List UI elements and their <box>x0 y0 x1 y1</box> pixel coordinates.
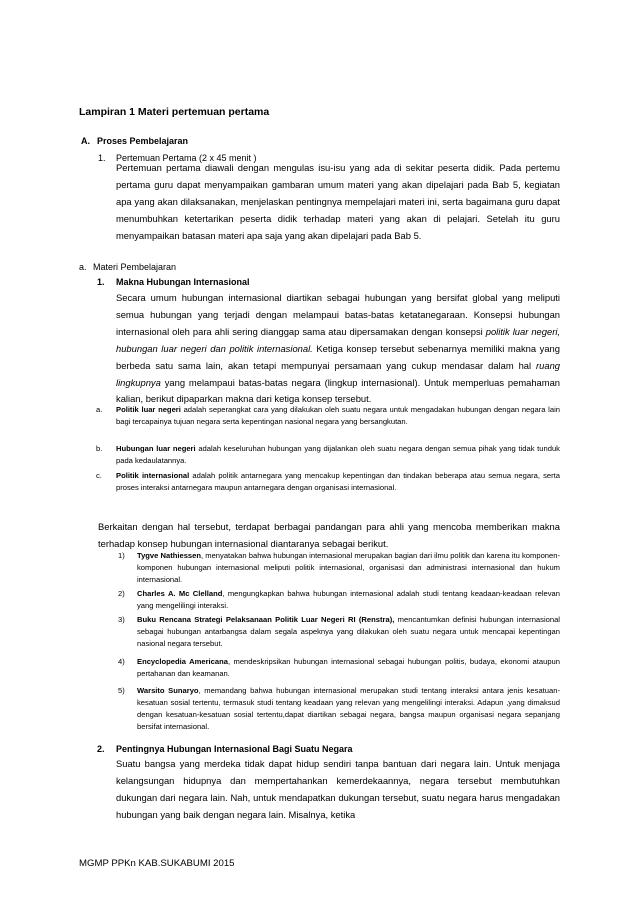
expert-2 <box>137 588 560 612</box>
page-title: Lampiran 1 Materi pertemuan pertama <box>79 106 270 118</box>
def-b-term: Hubungan luar negeri <box>116 444 196 453</box>
def-a <box>116 404 560 428</box>
expert-5 <box>137 685 560 733</box>
def-a-term: Politik luar negeri <box>116 405 181 414</box>
expert-2-name: Charles A. Mc Clelland <box>137 589 223 598</box>
item1-p1-italic: politik luar negeri, hubungan luar negeri dan politik internasional. <box>116 325 561 354</box>
expert-4-marker: 4) <box>118 657 125 666</box>
expert-3-marker: 3) <box>118 615 125 624</box>
expert-5-text: , memandang bahwa hubungan internasional merupakan studi tentang interaksi antara jenis kesatuan-kesatuan sosial tertentu, termasuk studi tentang keadaan yang relevan yang mengelilingi interaksi. Adapun ,yang dimaksud dengan kesatuan-kesatuan sosial tertentu,dapat diartikan sebagai negara, bangsa maupun organisasi negara sepanjang bersifat internasional. <box>137 686 560 731</box>
def-b <box>116 443 560 467</box>
expert-1 <box>137 550 560 586</box>
expert-5-name: Warsito Sunaryo <box>137 686 199 695</box>
meeting-paragraph: Pertemuan pertama diawali dengan mengulas isu-isu yang ada di sekitar peserta didik. Pada pertemu pertama guru dapat menyampaikan gambaran umum materi yang akan dipelajari pada Bab 5, kegiatan apa yang akan dilaksanakan, menjelaskan pentingnya mempelajari materi ini, serta bagaimana guru dapat menumbuhkan ketertarikan peserta didik terhadap materi yang akan di pelajari. Setelah itu guru menyampaikan batasan materi apa saja yang akan dipelajari pada Bab 5. <box>116 162 560 241</box>
def-c <box>116 470 560 494</box>
item1-heading: Makna Hubungan Internasional <box>116 277 250 287</box>
page-footer: MGMP PPKn KAB.SUKABUMI 2015 <box>79 858 235 869</box>
def-b-marker: b. <box>96 444 103 453</box>
expert-4 <box>137 656 560 680</box>
item2-marker: 2. <box>97 744 105 754</box>
item1-paragraph2: Berkaitan dengan hal tersebut, terdapat berbagai pandangan para ahli yang mencoba memberikan makna terhadap konsep hubungan internasional diantaranya sebagai berikut. <box>98 521 560 549</box>
expert-1-name: Tygve Nathiessen <box>137 551 202 560</box>
item1-p1: Secara umum hubungan internasional diartikan sebagai hubungan yang bersifat global yang meliputi semua hubungan yang terjadi dengan melampaui batas-batas ketatanegaraan. Konsepsi hubungan internasional oleh para ahli sering dianggap sama atau dipersamakan dengan konsepsi <box>116 292 560 337</box>
def-c-term: Politik internasional <box>116 471 190 480</box>
expert-4-text: , mendeskripsikan hubungan internasional sebagai hubungan politis, budaya, ekonomi ataupun pertahanan dan keamanan. <box>137 657 560 678</box>
def-c-text: adalah politik antarnegara yang mencakup kepentingan dan tindakan beberapa atau semua negara, serta proses interaksi antarnegara maupun antarnegara dengan organisasi internasional. <box>116 471 560 492</box>
item1-paragraph <box>116 290 560 408</box>
section-a-marker: A. <box>81 136 90 146</box>
expert-5-marker: 5) <box>118 686 125 695</box>
def-c-marker: c. <box>96 471 102 480</box>
item1-p1c: yang melampaui batas-batas negara (lingkup internasional). Untuk memperluas pemahaman kalian, berikut dipaparkan makna dari ketiga konsep tersebut. <box>116 376 561 405</box>
section-a-heading: Proses Pembelajaran <box>97 136 189 146</box>
expert-1-marker: 1) <box>118 551 125 560</box>
expert-3 <box>137 614 560 650</box>
meeting-marker: 1. <box>98 153 106 163</box>
item1-p1b: Ketiga konsep tersebut sebenarnya memiliki makna yang berbeda satu sama lain, akan tetapi mempunyai persamaan yang cukup mendasar dalam hal <box>116 342 560 371</box>
def-a-marker: a. <box>96 405 103 414</box>
expert-4-name: Encyclopedia Americana <box>137 657 228 666</box>
item1-marker: 1. <box>97 277 105 287</box>
item2-heading: Pentingnya Hubungan Internasional Bagi Suatu Negara <box>116 744 353 754</box>
def-b-text: adalah keseluruhan hubungan yang dijalankan oleh suatu negara dengan semua pihak yang tidak tunduk pada kedaulatannya. <box>116 444 560 465</box>
meeting-label: Pertemuan Pertama (2 x 45 menit ) <box>116 153 257 163</box>
expert-3-text: mencantumkan definisi hubungan internasional sebagai hubungan antarbangsa dalam segala aspeknya yang dilakukan oleh suatu negara untuk mencapai kepentingan nasional negara tersebut. <box>137 615 560 648</box>
item1-p1-italic2: ruang lingkupnya <box>116 359 560 388</box>
def-a-text: adalah seperangkat cara yang dilakukan oleh suatu negara untuk mengadakan hubungan dengan negara lain bagi tercapainya tujuan negara serta kepentingan nasional negara yang bersangkutan. <box>116 405 560 426</box>
expert-2-marker: 2) <box>118 589 125 598</box>
item2-paragraph: Suatu bangsa yang merdeka tidak dapat hidup sendiri tanpa bantuan dari negara lain. Untuk menjaga kelangsungan hidupnya dan mempertahankan kemerdekaannya, negara tersebut membutuhkan dukungan dari negara lain. Nah, untuk mendapatkan dukungan tersebut, suatu negara harus mengadakan hubungan yang baik dengan negara lain. Misalnya, ketika <box>116 758 560 820</box>
expert-1-text: , menyatakan bahwa hubungan internasional merupakan bagian dari ilmu politik dan karena itu komponen-komponen hubungan internasional meliputi politik internasional, organisasi dan administrasi internasional dan hukum internasional. <box>137 551 560 584</box>
materi-label: Materi Pembelajaran <box>93 262 177 272</box>
materi-marker: a. <box>79 262 87 272</box>
expert-3-name: Buku Rencana Strategi Pelaksanaan Politik Luar Negeri RI (Renstra), <box>137 615 395 624</box>
expert-2-text: , mengungkapkan bahwa hubungan internasional adalah studi tentang keadaan-keadaan relevan yang mengelilingi interaksi. <box>137 589 560 610</box>
